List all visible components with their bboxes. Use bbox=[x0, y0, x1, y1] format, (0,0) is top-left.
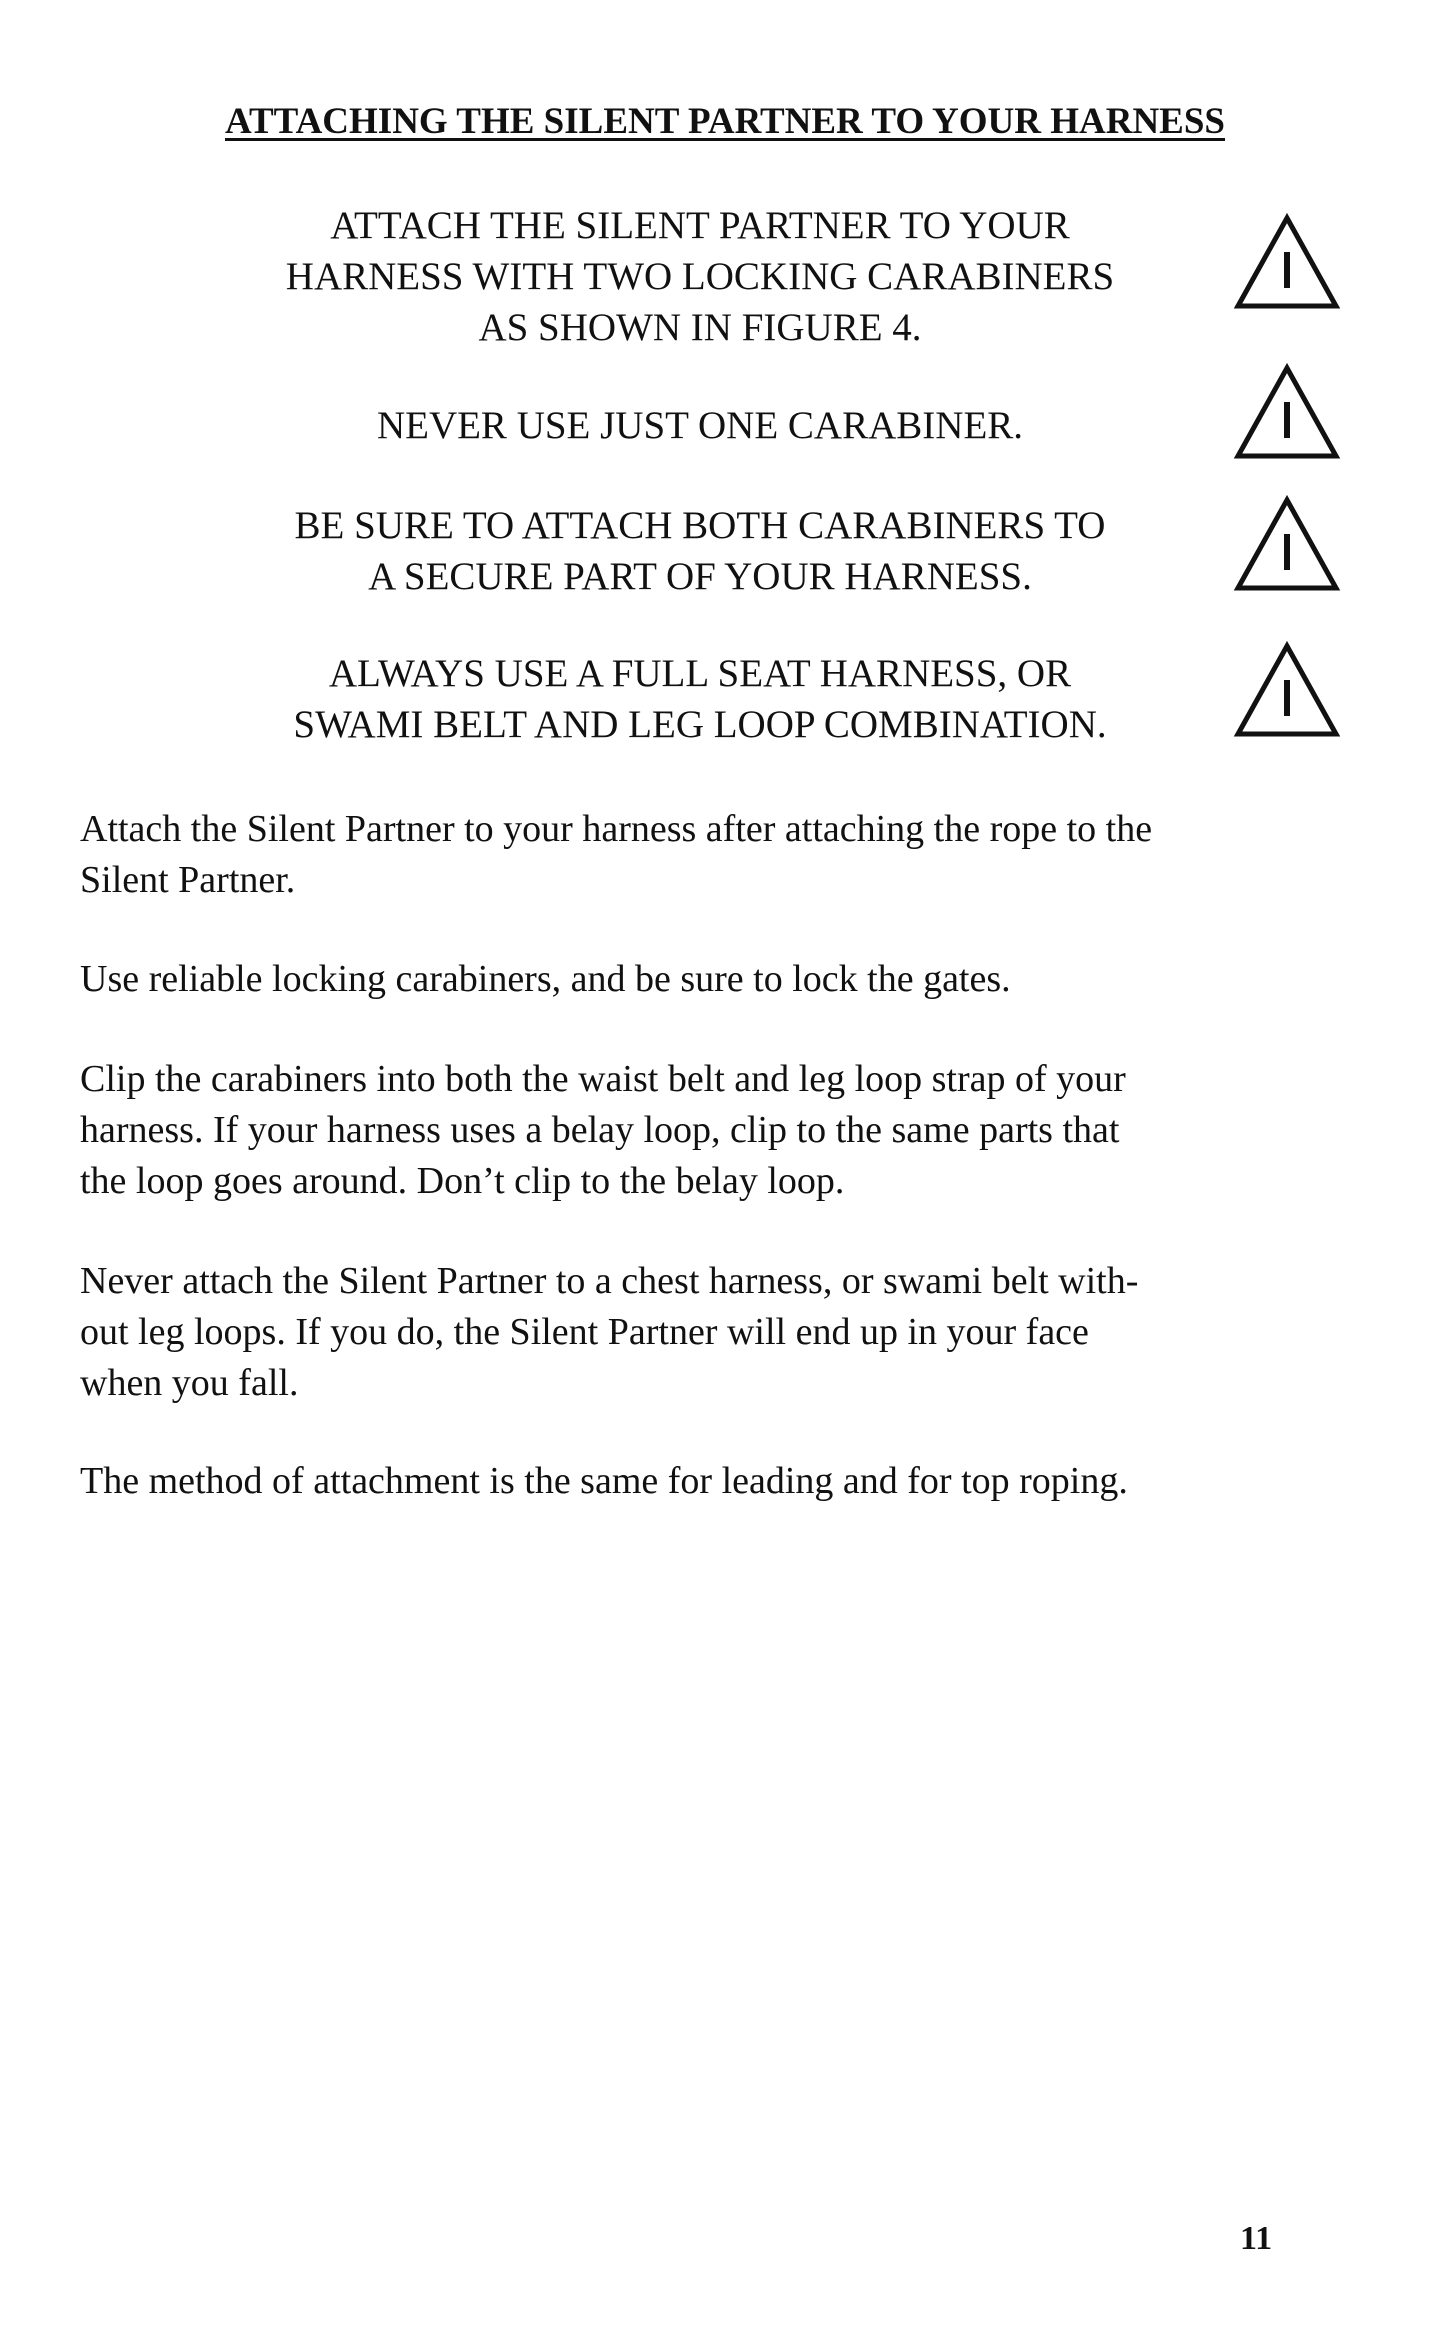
warning-never-one-carabiner bbox=[200, 400, 1200, 451]
warning-secure-attachment bbox=[200, 500, 1200, 602]
paragraph-line: Use reliable locking carabiners, and be sure to lock the gates. bbox=[80, 958, 1011, 1000]
warning-triangle-icon bbox=[1232, 362, 1342, 462]
paragraph-line: Attach the Silent Partner to your harness after attaching the rope to the bbox=[80, 808, 1153, 850]
section-heading: ATTACHING THE SILENT PARTNER TO YOUR HARNESS bbox=[225, 101, 1225, 142]
warning-line: A SECURE PART OF YOUR HARNESS. bbox=[368, 555, 1032, 598]
paragraph-line: out leg loops. If you do, the Silent Partner will end up in your face bbox=[80, 1311, 1089, 1353]
warning-line: BE SURE TO ATTACH BOTH CARABINERS TO bbox=[294, 504, 1106, 547]
warning-triangle-icon bbox=[1232, 494, 1342, 594]
warning-line: ALWAYS USE A FULL SEAT HARNESS, OR bbox=[328, 652, 1072, 695]
paragraph-line: Clip the carabiners into both the waist belt and leg loop strap of your bbox=[80, 1058, 1126, 1100]
paragraph-attachment-method bbox=[80, 1456, 1330, 1507]
paragraph-line: the loop goes around. Don’t clip to the belay loop. bbox=[80, 1160, 845, 1202]
warning-line: NEVER USE JUST ONE CARABINER. bbox=[376, 404, 1024, 447]
paragraph-clip-instructions bbox=[80, 1054, 1330, 1207]
warning-line: SWAMI BELT AND LEG LOOP COMBINATION. bbox=[293, 703, 1107, 746]
warning-full-seat-harness bbox=[200, 648, 1200, 750]
warning-line: AS SHOWN IN FIGURE 4. bbox=[478, 306, 922, 349]
paragraph-line: The method of attachment is the same for leading and for top roping. bbox=[80, 1460, 1128, 1502]
warning-line: HARNESS WITH TWO LOCKING CARABINERS bbox=[285, 255, 1115, 298]
page-number: 11 bbox=[1240, 2220, 1273, 2257]
paragraph-chest-harness-warning bbox=[80, 1256, 1330, 1409]
paragraph-locking-carabiners bbox=[80, 954, 1330, 1005]
paragraph-line: when you fall. bbox=[80, 1362, 299, 1404]
warning-triangle-icon bbox=[1232, 212, 1342, 312]
warning-line: ATTACH THE SILENT PARTNER TO YOUR bbox=[330, 204, 1070, 247]
paragraph-line: harness. If your harness uses a belay loop, clip to the same parts that bbox=[80, 1109, 1120, 1151]
paragraph-attach-order bbox=[80, 804, 1330, 906]
paragraph-line: Silent Partner. bbox=[80, 859, 296, 901]
warning-attach-two-carabiners bbox=[200, 200, 1200, 353]
paragraph-line: Never attach the Silent Partner to a chest harness, or swami belt with- bbox=[80, 1260, 1139, 1302]
warning-triangle-icon bbox=[1232, 640, 1342, 740]
